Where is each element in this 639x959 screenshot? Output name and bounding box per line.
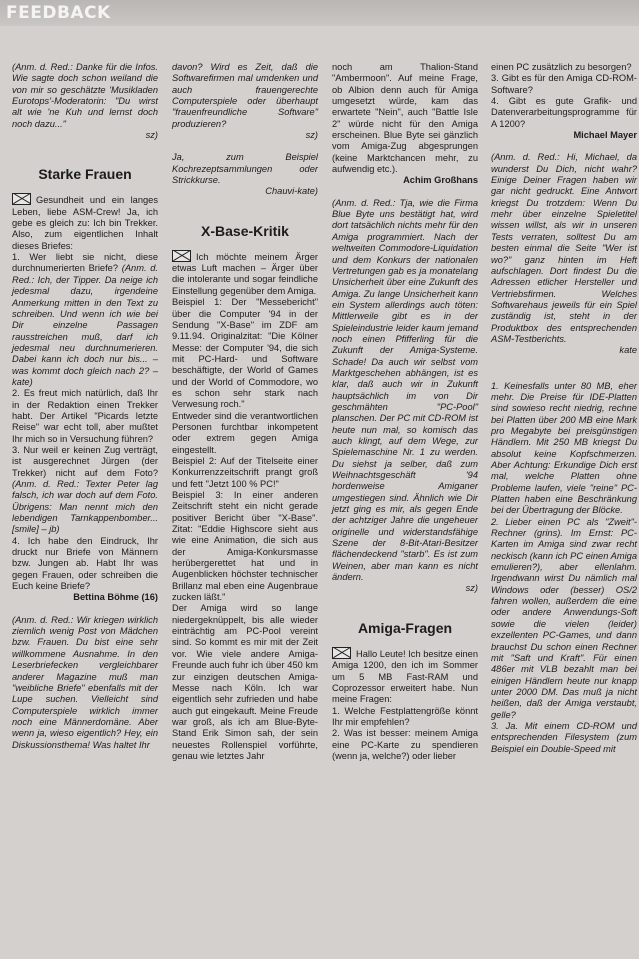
letter-signature: Bettina Böhme (16) bbox=[73, 592, 158, 603]
editor-answer: 1. Keinesfalls unter 80 MB, eher mehr. Die Preise für IDE-Platten sind sowieso recht niedrig, rechne bei Platten über 200 MB eine Mark pro Megabyte bei preisgünstigen Händlern. Mit 250 MB kriegst Du absolut keine Kopfschmerzen. Aber Achtung: Erkundige Dich erst mal, welche Platten ohne Probleme laufen, viele "reine" PC-Platten haben eine Beschränkung bei der Übertragung der Blöcke. bbox=[491, 380, 637, 516]
editor-signature: kate bbox=[619, 345, 637, 356]
letter-paragraph: 1. Welche Festplattengröße könnt Ihr mir empfehlen? bbox=[332, 705, 478, 727]
editor-answer: 3. Ja. Mit einem CD-ROM und entsprechenden Filesystem (zum Beispiel ein Double-Speed mit bbox=[491, 720, 637, 754]
letter-paragraph: Der Amiga wird so lange niedergeknüppelt, bis alle wieder einträchtig am PC-Pool vereint sind. So kommt es mir mit der Zeit vor. Wie viele andere Amiga-Freunde auch fuhr ich über 450 km zur einzigen deutschen Amiga-Messe nach Köln. Ich war eigentlich sehr zufrieden und habe auch gut eingekauft. Meine Freude war groß, als ich am Blue-Byte-Stand Erik Simon sah, der sein neuestes Rollenspiel vorführte, genau wie letztes Jahr bbox=[172, 603, 318, 761]
editor-signature: sz) bbox=[145, 130, 158, 141]
editor-note: Ja, zum Beispiel Kochrezeptsammlungen oder Strickkurse. bbox=[172, 152, 318, 186]
letter-signature: Michael Mayer bbox=[573, 130, 637, 141]
letter-paragraph: Entweder sind die verantwortlichen Personen furchtbar inkompetent oder extrem gegen Amiga eingestellt. bbox=[172, 410, 318, 455]
letter-paragraph: Beispiel 3: In einer anderen Zeitschrift steht ein nicht gerade positiver Bericht über "X-Base". Zitat: "Eddie Highscore sieht aus wie eine Animation, die sich aus der Amiga-Konkursmasse herübergerettet hat und in Augenblicken höchster technischer Brillanz mal eben eine Augenbraue zucken läßt." bbox=[172, 490, 318, 603]
letter-paragraph: 4. Gibt es gute Grafik- und Datenverarbeitungsprogramme für A 1200? bbox=[491, 96, 637, 129]
editor-signature: sz) bbox=[305, 130, 318, 141]
column-4 bbox=[491, 62, 637, 755]
letter-paragraph: 2. Was ist besser: meinem Amiga eine PC-Karte zu spendieren (wenn ja, welche?) oder lieber bbox=[332, 728, 478, 761]
letter-paragraph: Ich möchte meinem Ärger etwas Luft machen – Ärger über die intolerante und sogar feindliche Einstellung gegenüber dem Amiga. bbox=[172, 251, 318, 296]
editor-note: (Anm. d. Red.: Wir kriegen wirklich ziemlich wenig Post von Mädchen bzw. Frauen. Du bist eine sehr willkommene Ausnahme. In den Leserbriefecken vergleichbarer anderer Magazine muß man "weibliche Briefe" ebenfalls mit der Lupe suchen. Vielleicht sind Computerspiele wirklich immer noch eine Männerdomäne. Aber wenn ja, wieso eigentlich? Hey, ein Diskussionsthema! Was haltet Ihr bbox=[12, 614, 158, 750]
letter-paragraph: 2. Es freut mich natürlich, daß Ihr in der Redaktion einen Trekker habt. Der Artikel "Picards letzte Reise" war echt toll, aber mußtet Ihr mich so in Versuchung führen? bbox=[12, 388, 158, 444]
editor-note: (Anm. d. Red.: Hi, Michael, da wunderst Du Dich, nicht wahr? Einige Deiner Fragen haben wir gar nicht gedruckt. Eine Antwort kriegst Du trotzdem: Wenn Du mehr über einzelne Spieletitel wissen willst, als wir in unseren Tests verraten, solltest Du am besten einmal die Seite "Wer ist wo?" ganz hinten im Heft aufschlagen. Dort findest Du die Adressen etlicher Hersteller und Vertriebsfirmen. Welches Softwarehaus jeweils für ein Spiel zuständig ist, steht in der Produktbox des entsprechenden ASM-Testberichts. bbox=[491, 152, 637, 344]
editor-signature: sz) bbox=[465, 583, 478, 594]
letter-paragraph: Beispiel 2: Auf der Titelseite einer Konkurrenzzeitschrift prangt groß und fett "Jetzt 100 % PC!" bbox=[172, 455, 318, 489]
letter-icon bbox=[172, 250, 191, 262]
letter-paragraph: Hallo Leute! Ich besitze einen Amiga 1200, den ich im Sommer um 5 MB Fast-RAM und Coprozessor erweitert habe. Nun meine Fragen: bbox=[332, 648, 478, 705]
letter-paragraph: Gesundheit und ein langes Leben, liebe ASM-Crew! Ja, ich gebe es gleich zu: Ich bin Trekker. Also, zum eigentlichen Inhalt dieses Briefes: bbox=[12, 195, 158, 251]
editor-note: (Anm. d. Red.: Danke für die Infos. Wie sagte doch schon weiland die von mir so geschätzte 'Musikladen Eurotops'-Moderatorin: "Du wirst alt wie 'ne Kuh und lernst doch noch dazu..." bbox=[12, 62, 158, 129]
letter-icon bbox=[12, 193, 31, 205]
editor-note: (Anm. d. Red.: Tja, wie die Firma Blue Byte uns bestätigt hat, wird dort tatsächlich nichts mehr für den Amiga programmiert. Nach der weltweiten Commodore-Liquidation und dem Konkurs der nationalen Vertretungen gab es ja monatelang Unsicherheit über eine Zukunft des Amiga. Zu lange Unsicherheit kann ein System allerdings auch töten: Mittlerweile gibt es in der Spieleindustrie leider kaum jemand noch einen Pfifferling für die Zukunft der Amiga-Systeme. Schade! Da auch wir selbst vom Marktgeschehen abhängen, ist es klar, daß auch wir in Zukunft hauptsächlich im von Dir geschmähten "PC-Pool" planschen. Der PC mit CD-ROM ist heute nun mal, so komisch das auch klingt, auf dem Wege, zur Spielemaschine Nr. 1 zu werden. Du siehst ja selber, daß zum Weihnachtsgeschäft '94 hordenweise Amiganer umgestiegen sind. Ähnlich wie Dir jetzt ging es mir, als gegen Ende der achtziger Jahre die ungeheuer originelle und widerstandsfähige Szene der 8-Bit-Atari-Besitzer flächendeckend "starb". Es ist zum Weinen, aber man kann es nicht ändern. bbox=[332, 197, 478, 583]
letter-icon bbox=[332, 647, 351, 659]
letter-paragraph: 3. Gibt es für den Amiga CD-ROM-Software? bbox=[491, 73, 637, 95]
column-3 bbox=[332, 62, 478, 762]
column-2 bbox=[172, 62, 318, 762]
section-title: FEEDBACK bbox=[6, 3, 111, 23]
letter-heading: X-Base-Kritik bbox=[201, 222, 289, 239]
letter-heading: Amiga-Fragen bbox=[357, 619, 453, 636]
letter-paragraph: 3. Nur weil er keinen Zug verträgt, ist ausgerechnet Jürgen (der Trekker) nicht auf dem Foto? (Anm. d. Red.: Texter Peter lag falsch, ich war doch auf dem Foto. Übrigens: Man nennt mich den lebendigen Tarnkappenbomber... [smile] – jb) bbox=[12, 444, 158, 535]
letter-paragraph: 1. Wer liebt sie nicht, diese durchnumerierten Briefe? (Anm. d. Red.: Ich, der Tipper. Da neige ich jedesmal dazu, irgendeine Anmerkung mitten in den Text zu schreiben. Und wenn ich wie bei Dir einzelne Passagen rausstreichen muß, darf ich jedesmal neu durchnumerieren. Dabei kann ich doch nur bis... – was kommt doch gleich nach 2? – kate) bbox=[12, 252, 158, 387]
editor-answer: 2. Lieber einen PC als "Zweit"-Rechner (grins). Im Ernst: PC-Karten im Amiga sind zwar recht neckisch (kann ich PC einen Amiga emulieren?), aber ellenlahm. Irgendwann wirst Du nämlich mal Windows oder (besser) OS/2 fahren wollen, außerdem die eine oder andere Anwendungs-Soft sowie die vielen (leider) exzellenten PC-Games, und dann brauchst Du schon einen Rechner mit "Saft und Kraft". Für einen 486er mit VLB bezahlt man bei einigen Händlern heute nur knapp unter 2000 DM. Das muß ja nicht heißen, daß der Amiga verstaubt, gelle? bbox=[491, 516, 637, 720]
letter-heading: Starke Frauen bbox=[38, 166, 132, 183]
editor-note: davon? Wird es Zeit, daß die Softwarefirmen mal umdenken und auch frauengerechte Computerspiele oder überhaupt "frauenfreundliche Software" produzieren? bbox=[172, 62, 318, 129]
letter-paragraph: Beispiel 1: Der "Messebericht" über die Computer '94 in der Sendung "X-Base" im ZDF am 9.11.94. Originalzitat: "Die Kölner Messe: der Computer '94, die sich mit PC-Hard- und Software beschäftigte, der World of Games und der World of Commodore, wo es schon sehr stark nach Verwesung roch." bbox=[172, 297, 318, 410]
letter-paragraph: einen PC zusätzlich zu besorgen? bbox=[491, 62, 632, 72]
column-1 bbox=[12, 62, 158, 751]
letter-signature: Achim Großhans bbox=[403, 175, 478, 186]
editor-signature: Chauvi-kate) bbox=[265, 186, 318, 197]
letter-paragraph: noch am Thalion-Stand "Ambermoon". Auf meine Frage, ob Albion denn auch für Amiga umgesetzt würde, kam das erwartete "Nein", auch "Battle Isle 2" würde nicht für den Amiga erscheinen. Blue Byte sei gänzlich vom Amiga-Zug abgesprungen (keine Marktchancen mehr, zu aufwendig etc.). bbox=[332, 62, 478, 175]
letter-paragraph: 4. Ich habe den Eindruck, Ihr druckt nur Briefe von Männern bzw. Jungen ab. Habt Ihr was gegen Frauen, oder schreiben die Euch keine Briefe? bbox=[12, 535, 158, 592]
